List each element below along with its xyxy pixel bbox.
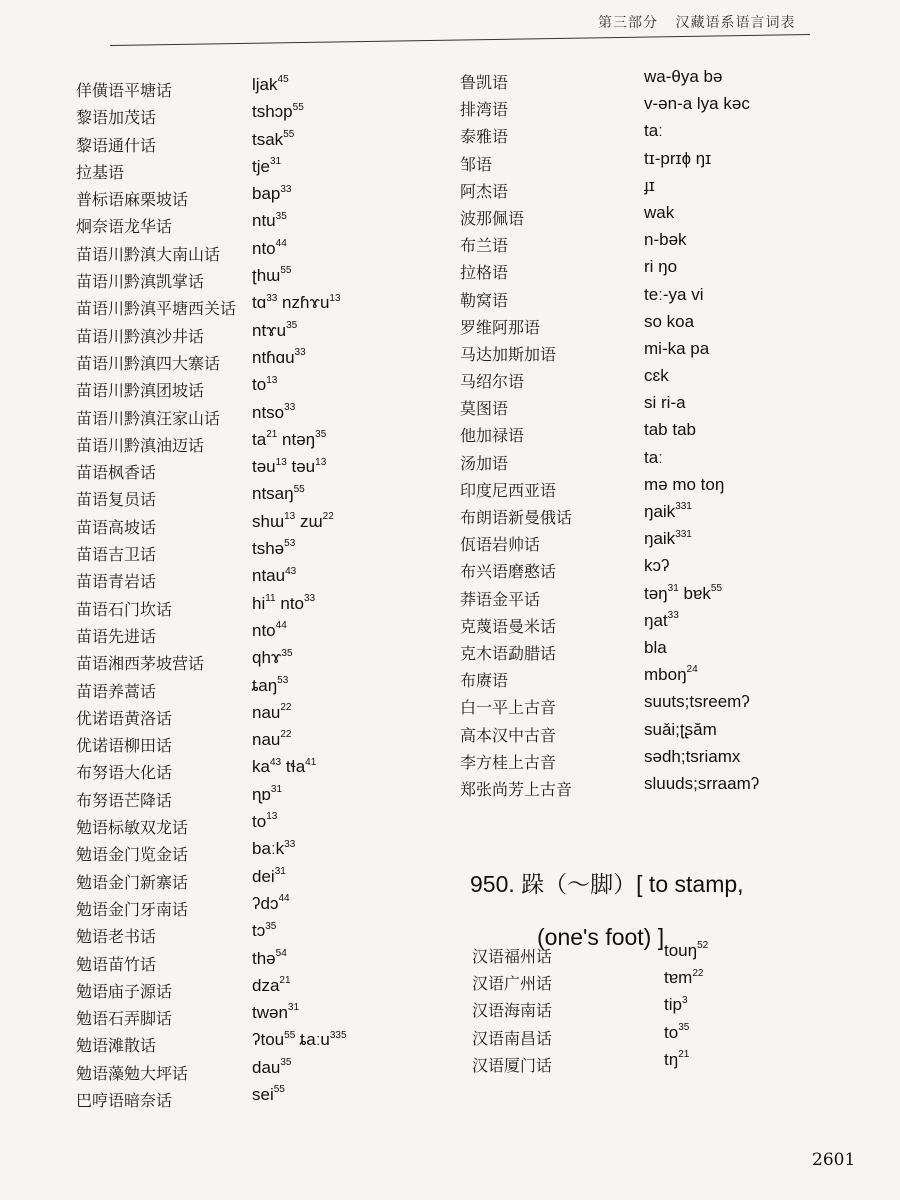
transcription [644, 692, 750, 712]
form-base-2: nto [280, 593, 304, 613]
form-base: mi-ka pa [644, 338, 710, 358]
form-base: shɯ [252, 511, 285, 531]
form-base: to [252, 812, 267, 832]
form-base: sluuds;srraamʔ [644, 773, 760, 793]
form-base: twən [252, 1003, 288, 1023]
transcription [252, 293, 341, 313]
language-name: 佤语岩帅话 [460, 535, 541, 555]
transcription [252, 839, 295, 859]
tone-number: 55 [273, 1084, 285, 1096]
tone-number: 31 [287, 1002, 300, 1014]
header-part: 第三部分 [598, 15, 658, 31]
transcription [252, 484, 305, 504]
transcription [252, 730, 292, 750]
form-base-2: nzɦɤu [282, 293, 330, 313]
header-rule [110, 34, 810, 46]
transcription [252, 894, 290, 914]
language-name: 勉语标敏双龙话 [76, 818, 189, 838]
language-name: 泰雅语 [460, 127, 509, 147]
form-base: ʔdɔ [252, 893, 279, 913]
transcription [252, 812, 277, 832]
language-name: 罗维阿那语 [460, 317, 541, 337]
language-name: 布朗语新曼俄话 [460, 508, 573, 527]
transcription [644, 203, 674, 223]
transcription [644, 665, 698, 685]
tone-number-2: 13 [329, 292, 341, 304]
tone-number-2: 335 [329, 1029, 347, 1041]
language-name: 普标语麻栗坡话 [76, 190, 189, 210]
tone-number: 55 [283, 128, 295, 140]
language-name: 巴哼语暗奈话 [76, 1090, 173, 1110]
entry-heading-line1: 950. 跺（～脚）[ to stamp, [470, 871, 744, 897]
form-base: ta [252, 429, 267, 449]
language-name: 勉语藻勉大坪话 [76, 1063, 189, 1083]
tone-number: 31 [274, 865, 286, 877]
form-base: suuts;tsreemʔ [644, 692, 750, 712]
tone-number: 13 [275, 456, 287, 468]
transcription [644, 611, 679, 631]
tone-number: 44 [275, 620, 287, 632]
language-name: 苗语高坡话 [76, 517, 157, 537]
language-name: 拉基语 [76, 162, 125, 182]
transcription [644, 285, 704, 305]
form-base-2: təu [291, 457, 316, 477]
transcription [644, 584, 722, 604]
form-base: dza [252, 975, 280, 995]
form-base: so koa [644, 311, 695, 331]
tone-number: 33 [284, 838, 296, 850]
transcription [252, 594, 315, 614]
tone-number: 53 [277, 674, 289, 686]
language-name: 克蔑语曼米话 [460, 616, 557, 636]
transcription [644, 230, 687, 250]
tone-number-2: 41 [305, 756, 317, 768]
form-base: tɪ-prɪɸ ŋɪ [644, 148, 712, 168]
language-name: 苗语川黔滇团坡话 [76, 381, 205, 401]
tone-number: 44 [278, 893, 290, 905]
transcription [252, 757, 316, 777]
form-base: kɔʔ [644, 556, 670, 576]
form-base: təŋ [644, 583, 668, 603]
form-base: ȶaŋ [252, 675, 278, 695]
transcription [252, 239, 287, 259]
transcription [644, 94, 750, 114]
transcription [252, 403, 295, 423]
form-base: ntɦɑu [252, 347, 295, 367]
form-base: to [252, 375, 267, 395]
transcription [252, 1030, 347, 1050]
transcription [664, 941, 708, 961]
tone-number: 33 [667, 610, 679, 622]
language-name: 波那佩语 [460, 208, 525, 228]
language-name: 苗语川黔滇大南山话 [76, 244, 221, 264]
tone-number: 35 [286, 320, 298, 332]
transcription [252, 102, 304, 122]
language-name: 马达加斯加语 [460, 344, 557, 364]
tone-number: 11 [265, 592, 276, 604]
tone-number: 35 [281, 647, 293, 659]
transcription [252, 430, 326, 450]
language-name: 优诺语柳田话 [76, 736, 173, 756]
transcription [664, 995, 688, 1015]
form-base: tsak [252, 129, 284, 149]
form-base: ɟɪ [644, 175, 655, 195]
language-name: 苗语川黔滇凯掌话 [76, 272, 205, 292]
form-base: ntu [252, 211, 276, 231]
form-base: suǎi;ʈʂăm [644, 719, 717, 739]
transcription [644, 366, 669, 386]
tone-number: 45 [277, 74, 289, 86]
transcription [644, 747, 740, 767]
language-name: 郑张尚芳上古音 [460, 779, 573, 799]
form-base: to [664, 1022, 679, 1042]
transcription [252, 348, 306, 368]
language-name: 勉语滩散话 [76, 1036, 157, 1056]
form-base: mboŋ [644, 665, 687, 685]
transcription [252, 1003, 299, 1023]
tone-number: 43 [269, 756, 282, 768]
language-name: 苗语复员话 [76, 490, 157, 510]
transcription [664, 1050, 689, 1070]
language-name: 马绍尔语 [460, 372, 525, 392]
language-name: 勉语苗竹话 [76, 954, 157, 974]
tone-number: 33 [280, 183, 292, 195]
tone-number: 55 [280, 265, 292, 277]
tone-number: 21 [266, 429, 278, 441]
transcription [252, 785, 282, 805]
form-base: tje [252, 156, 270, 176]
form-base: tɐm [664, 968, 693, 988]
form-base: thə [252, 948, 276, 968]
language-name: 汉语广州话 [472, 974, 553, 994]
language-name: 高本汉中古音 [460, 725, 557, 745]
transcription [644, 339, 709, 359]
tone-number: 331 [675, 528, 692, 540]
transcription [644, 529, 692, 549]
form-base: tshɔp [252, 102, 293, 122]
form-base: cɛk [644, 366, 669, 386]
form-base: ʔtou [252, 1030, 285, 1050]
transcription [644, 448, 663, 468]
tone-number-2: 13 [315, 456, 327, 468]
language-name: 勉语老书话 [76, 927, 157, 947]
tone-number: 55 [293, 483, 305, 495]
form-base: bla [644, 637, 667, 657]
form-base: touŋ [664, 941, 698, 960]
transcription [252, 949, 287, 969]
form-base: ntɤu [252, 320, 287, 340]
transcription [644, 638, 667, 658]
transcription [644, 774, 759, 794]
language-name: 布努语大化话 [76, 763, 173, 783]
tone-number: 35 [678, 1021, 690, 1033]
language-name: 苗语吉卫话 [76, 545, 157, 565]
language-name: 李方桂上古音 [460, 752, 557, 772]
tone-number-2: 35 [315, 429, 327, 441]
transcription [252, 266, 291, 286]
tone-number: 35 [275, 210, 287, 222]
form-base: v-ən-a lya kəc [644, 94, 750, 114]
form-base: sei [252, 1084, 274, 1104]
form-base: ɳɒ [252, 784, 271, 804]
language-name: 苗语川黔滇汪家山话 [76, 408, 221, 428]
tone-number: 13 [266, 374, 278, 386]
tone-number: 22 [692, 967, 704, 979]
entry-heading-line2: (one's foot) ] [537, 924, 665, 950]
tone-number: 33 [284, 401, 296, 413]
language-name: 布兰语 [460, 236, 509, 256]
tone-number: 13 [284, 511, 296, 523]
header-title: 汉藏语系语言词表 [675, 15, 796, 31]
transcription [252, 375, 277, 395]
tone-number: 13 [266, 811, 278, 823]
language-name: 鲁凯语 [460, 73, 509, 92]
form-base: ntsaŋ [252, 484, 294, 504]
tone-number: 3 [681, 994, 688, 1006]
transcription [644, 176, 655, 196]
tone-number: 33 [266, 292, 278, 304]
language-name: 拉格语 [460, 263, 509, 283]
language-name: 排湾语 [460, 100, 509, 120]
form-base: n-bək [644, 230, 687, 250]
form-base: tәu [252, 457, 276, 477]
form-base: tip [664, 995, 682, 1015]
form-base: ʈhɯ [252, 266, 281, 286]
language-name: 布兴语磨憨话 [460, 562, 557, 582]
tone-number-2: 22 [322, 511, 334, 523]
language-name: 布努语芒降话 [76, 790, 173, 810]
tone-number-2: 33 [304, 592, 316, 604]
transcription [252, 539, 295, 559]
language-name: 白一平上古音 [460, 698, 557, 718]
language-name: 布赓语 [460, 671, 509, 691]
transcription [252, 321, 297, 341]
language-name: 优诺语黄洛话 [76, 708, 173, 728]
form-base: tɑ [252, 293, 267, 313]
form-base: wa-θya bə [644, 67, 723, 86]
language-name: 苗语川黔滇四大寨话 [76, 353, 221, 373]
transcription [252, 976, 291, 996]
language-name: 黎语加茂话 [76, 108, 157, 128]
transcription [664, 968, 703, 988]
tone-number: 21 [678, 1049, 690, 1061]
language-name: 勒窝语 [460, 290, 509, 310]
language-name: 苗语石门坎话 [76, 599, 173, 619]
transcription [252, 921, 276, 941]
page-number: 2601 [812, 1150, 856, 1170]
tone-number: 35 [280, 1057, 292, 1069]
form-base: si ri-a [644, 393, 686, 413]
form-base: mə mo toŋ [644, 474, 725, 494]
form-base: nau [252, 730, 281, 750]
language-name: 苗语先进话 [76, 626, 157, 646]
language-name: 勉语石弄脚话 [76, 1009, 173, 1029]
tone-number: 44 [275, 238, 287, 250]
transcription [644, 393, 686, 413]
language-name: 邹语 [460, 154, 493, 174]
tone-number: 55 [292, 101, 304, 113]
transcription [252, 676, 288, 696]
language-name: 苗语青岩话 [76, 572, 157, 592]
transcription [252, 566, 296, 586]
transcription [252, 867, 286, 887]
language-name: 炯奈语龙华话 [76, 217, 173, 237]
language-name: 他加禄语 [460, 426, 525, 446]
form-base: nto [252, 620, 276, 640]
tone-number-2: 55 [710, 582, 723, 594]
tone-number: 53 [284, 538, 296, 550]
tone-number: 31 [667, 582, 679, 594]
transcription [644, 475, 724, 495]
tone-number: 31 [269, 156, 282, 168]
tone-number: 22 [280, 729, 292, 741]
form-base: qhɤ [252, 648, 282, 668]
transcription [252, 157, 281, 177]
form-base: taː [644, 447, 663, 467]
language-name: 勉语金门牙南话 [76, 899, 189, 919]
language-name: 汉语福州话 [472, 947, 553, 966]
transcription [252, 1085, 285, 1105]
form-base: tɔ [252, 921, 266, 941]
transcription [644, 502, 692, 522]
transcription [252, 621, 287, 641]
form-base: ŋat [644, 610, 668, 630]
transcription [644, 556, 670, 576]
language-name: 克木语勐腊话 [460, 643, 557, 663]
transcription [252, 648, 293, 668]
form-base: dau [252, 1057, 281, 1077]
form-base-2: bɐk [683, 583, 711, 603]
language-name: 苗语川黔滇平塘西关话 [76, 299, 237, 319]
language-name: 苗语川黔滇沙井话 [76, 326, 205, 346]
transcription [644, 420, 696, 440]
tone-number: 52 [697, 940, 709, 952]
transcription [252, 512, 334, 532]
form-base: nau [252, 702, 281, 722]
language-name: 勉语庙子源话 [76, 981, 173, 1001]
form-base-2: ȶaːu [300, 1030, 330, 1050]
language-name: 苗语川黔滇油迈话 [76, 435, 205, 455]
transcription [252, 211, 287, 231]
transcription [252, 130, 294, 150]
form-base: hi [252, 593, 266, 613]
form-base: bap [252, 184, 281, 204]
language-name: 黎语通什话 [76, 135, 157, 155]
transcription [644, 312, 694, 332]
running-header [598, 12, 818, 32]
language-name: 苗语养蒿话 [76, 681, 157, 701]
tone-number: 31 [270, 784, 283, 796]
language-name: 苗语枫香话 [76, 463, 157, 483]
transcription [644, 720, 717, 740]
form-base: ljak [252, 75, 278, 94]
language-name: 勉语金门览金话 [76, 845, 189, 865]
language-name: 汤加语 [460, 453, 509, 473]
transcription [644, 257, 677, 277]
language-name: 汉语厦门话 [472, 1055, 553, 1075]
transcription [252, 457, 326, 477]
form-base: teː-ya vi [644, 284, 704, 304]
form-base: ŋaik [644, 502, 676, 521]
transcription [664, 1023, 689, 1043]
form-base: baːk [252, 839, 285, 859]
transcription [644, 67, 722, 87]
transcription [644, 149, 711, 169]
tone-number: 35 [265, 920, 277, 932]
language-name: 莽语金平话 [460, 589, 541, 609]
form-base: tab tab [644, 420, 696, 440]
transcription [644, 121, 663, 141]
tone-number: 21 [279, 975, 291, 987]
language-name: 佯僙语平塘话 [76, 81, 173, 100]
tone-number: 55 [284, 1029, 296, 1041]
form-base: wak [644, 202, 675, 222]
form-base-2: zɯ [299, 511, 323, 531]
language-name: 莫图语 [460, 399, 509, 419]
form-base: ntso [252, 402, 285, 422]
form-base: nto [252, 238, 276, 258]
language-name: 苗语湘西茅坡营话 [76, 654, 205, 674]
form-base: tshə [252, 539, 285, 559]
form-base-2: ntəŋ [282, 429, 316, 449]
language-name: 印度尼西亚语 [460, 480, 557, 500]
tone-number: 43 [285, 565, 297, 577]
tone-number: 22 [280, 702, 292, 714]
form-base: dei [252, 866, 275, 886]
form-base: ri ŋo [644, 257, 678, 277]
tone-number: 33 [294, 347, 306, 359]
transcription [252, 703, 292, 723]
transcription [252, 184, 292, 204]
form-base: ka [252, 757, 270, 777]
transcription [252, 1058, 292, 1078]
tone-number: 24 [686, 664, 698, 676]
tone-number: 331 [675, 501, 692, 513]
form-base: ŋaik [644, 529, 676, 549]
transcription [252, 75, 289, 95]
language-name: 勉语金门新寨话 [76, 872, 189, 892]
form-base: sədh;tsriamx [644, 746, 741, 766]
form-base: ntau [252, 566, 286, 586]
tone-number: 54 [275, 947, 287, 959]
form-base: tŋ [664, 1049, 679, 1069]
language-name: 汉语海南话 [472, 1001, 553, 1021]
language-name: 汉语南昌话 [472, 1028, 553, 1048]
form-base-2: tɬa [285, 757, 306, 777]
form-base: taː [644, 121, 663, 141]
language-name: 阿杰语 [460, 181, 509, 201]
